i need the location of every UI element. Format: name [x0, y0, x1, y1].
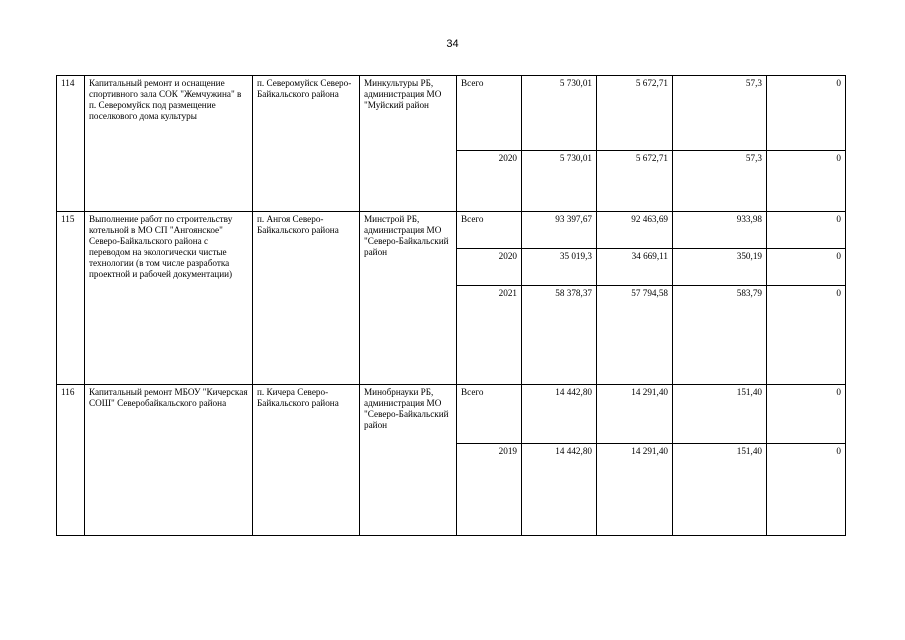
mo-budget-cell: 151,40	[673, 385, 767, 444]
object-name: Выполнение работ по строительству котельной в МО СП "Ангоянское" Северо-Байкальского района с переводом на экологически чистые технологии (в том числе разработка проектной и рабочей документации)	[85, 212, 253, 385]
other-cell: 0	[767, 212, 846, 249]
total-cell: 14 442,80	[522, 385, 597, 444]
period-cell: 2019	[457, 444, 522, 536]
table-row	[57, 76, 846, 151]
total-cell: 58 378,37	[522, 286, 597, 385]
rb-budget-cell: 57 794,58	[597, 286, 673, 385]
total-cell: 93 397,67	[522, 212, 597, 249]
period-cell: Всего	[457, 76, 522, 151]
other-cell: 0	[767, 76, 846, 151]
period-cell: 2020	[457, 249, 522, 286]
total-cell: 5 730,01	[522, 76, 597, 151]
object-location: п. Северомуйск Северо-Байкальского района	[253, 76, 360, 212]
row-number: 115	[57, 212, 85, 385]
page-number: 34	[446, 38, 459, 50]
row-number: 114	[57, 76, 85, 212]
mo-budget-cell: 350,19	[673, 249, 767, 286]
other-cell: 0	[767, 249, 846, 286]
row-number: 116	[57, 385, 85, 536]
table-row	[57, 385, 846, 444]
customer: Минобрнауки РБ, администрация МО "Северо-Байкальский район	[360, 385, 457, 536]
period-cell: Всего	[457, 212, 522, 249]
period-cell: 2020	[457, 151, 522, 212]
program-table	[56, 75, 846, 536]
mo-budget-cell: 151,40	[673, 444, 767, 536]
rb-budget-cell: 14 291,40	[597, 444, 673, 536]
object-location: п. Ангоя Северо-Байкальского района	[253, 212, 360, 385]
period-cell: 2021	[457, 286, 522, 385]
customer: Минкультуры РБ, администрация МО "Муйский район	[360, 76, 457, 212]
rb-budget-cell: 92 463,69	[597, 212, 673, 249]
total-cell: 5 730,01	[522, 151, 597, 212]
total-cell: 14 442,80	[522, 444, 597, 536]
rb-budget-cell: 5 672,71	[597, 76, 673, 151]
object-location: п. Кичера Северо-Байкальского района	[253, 385, 360, 536]
other-cell: 0	[767, 286, 846, 385]
mo-budget-cell: 57,3	[673, 76, 767, 151]
other-cell: 0	[767, 385, 846, 444]
period-cell: Всего	[457, 385, 522, 444]
mo-budget-cell: 57,3	[673, 151, 767, 212]
object-name: Капитальный ремонт и оснащение спортивного зала СОК "Жемчужина" в п. Северомуйск под размещение поселкового дома культуры	[85, 76, 253, 212]
other-cell: 0	[767, 444, 846, 536]
rb-budget-cell: 14 291,40	[597, 385, 673, 444]
customer: Минстрой РБ, администрация МО "Северо-Байкальский район	[360, 212, 457, 385]
total-cell: 35 019,3	[522, 249, 597, 286]
rb-budget-cell: 34 669,11	[597, 249, 673, 286]
mo-budget-cell: 933,98	[673, 212, 767, 249]
mo-budget-cell: 583,79	[673, 286, 767, 385]
rb-budget-cell: 5 672,71	[597, 151, 673, 212]
other-cell: 0	[767, 151, 846, 212]
object-name: Капитальный ремонт МБОУ "Кичерская СОШ" Северобайкальского района	[85, 385, 253, 536]
table-row	[57, 212, 846, 249]
